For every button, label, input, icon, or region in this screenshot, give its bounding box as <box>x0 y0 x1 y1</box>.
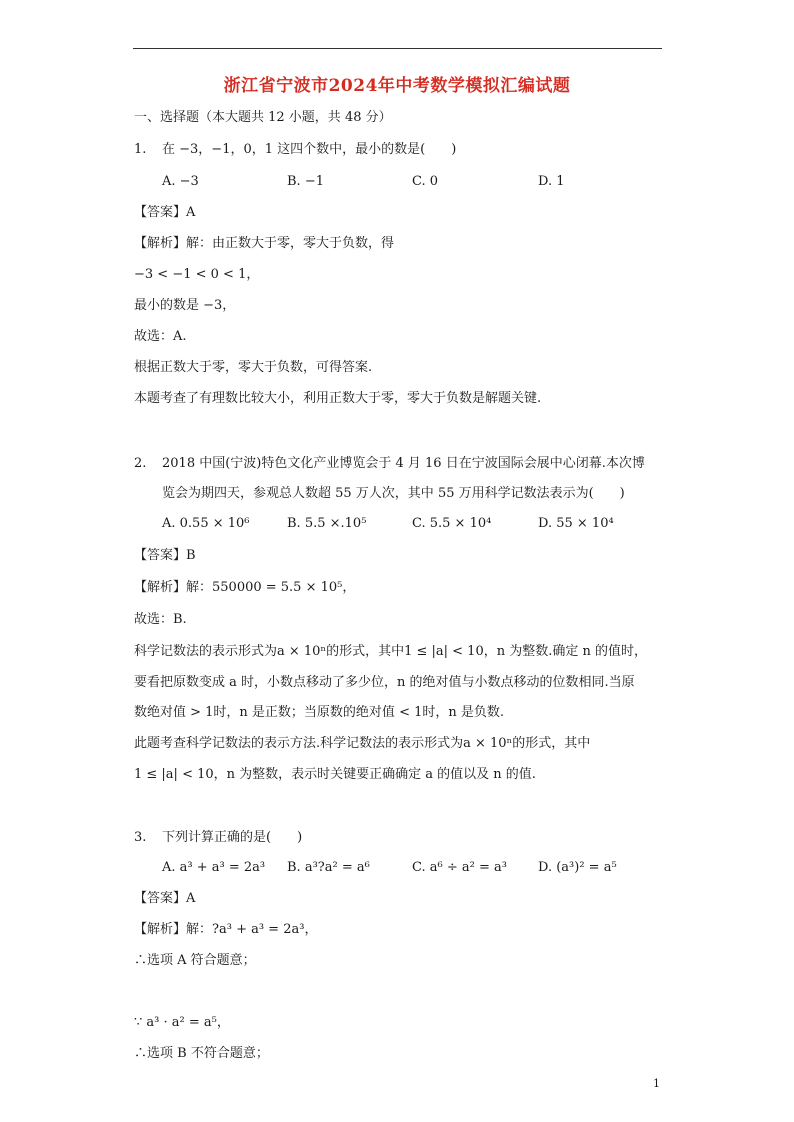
analysis-line: 科学记数法的表示形式为a × 10ⁿ的形式，其中1 ≤ |a| < 10，n 为整数.确定 n 的值时， <box>134 644 647 659</box>
question-stem: 在 −3，−1，0，1 这四个数中，最小的数是( ) <box>162 142 457 157</box>
analysis-line: 【解析】解：550000 = 5.5 × 10⁵， <box>134 580 356 595</box>
option-c: C. 5.5 × 10⁴ <box>412 516 492 531</box>
option-b: B. 5.5 ×.10⁵ <box>287 516 367 531</box>
analysis-line: 【解析】解：由正数大于零，零大于负数，得 <box>134 236 395 251</box>
page-number: 1 <box>653 1077 660 1090</box>
question-stem: 2018 中国(宁波)特色文化产业博览会于 4 月 16 日在宁波国际会展中心闭幕.本次博 <box>162 456 645 471</box>
option-b: B. a³?a² = a⁶ <box>287 860 370 875</box>
header-rule <box>133 48 662 49</box>
option-d: D. (a³)² = a⁵ <box>538 860 617 875</box>
analysis-line: ∵ a³ · a² = a⁵， <box>134 1015 230 1030</box>
option-a: A. 0.55 × 10⁶ <box>162 516 250 531</box>
analysis-line: 故选：A. <box>134 329 187 344</box>
analysis-line: 数绝对值 > 1时，n 是正数；当原数的绝对值 < 1时，n 是负数. <box>134 705 504 720</box>
analysis-line: 故选：B. <box>134 612 187 627</box>
analysis-line: 最小的数是 −3， <box>134 298 236 313</box>
analysis-line: 本题考查了有理数比较大小，利用正数大于零，零大于负数是解题关键. <box>134 391 542 406</box>
analysis-line: ∴选项 A 符合题意； <box>134 953 256 968</box>
document-title: 浙江省宁波市2024年中考数学模拟汇编试题 <box>223 76 571 96</box>
option-b: B. −1 <box>287 174 324 189</box>
option-a: A. a³ + a³ = 2a³ <box>162 860 266 875</box>
analysis-line: 1 ≤ |a| < 10，n 为整数，表示时关键要正确确定 a 的值以及 n 的值. <box>134 767 536 782</box>
question-number: 2. <box>134 456 147 471</box>
analysis-line: 此题考查科学记数法的表示方法.科学记数法的表示形式为a × 10ⁿ的形式，其中 <box>134 736 591 751</box>
analysis-line: 要看把原数变成 a 时，小数点移动了多少位，n 的绝对值与小数点移动的位数相同.当原 <box>134 675 635 690</box>
option-d: D. 1 <box>538 174 565 189</box>
option-c: C. a⁶ ÷ a² = a³ <box>412 860 507 875</box>
option-d: D. 55 × 10⁴ <box>538 516 614 531</box>
question-number: 1. <box>134 142 147 157</box>
option-a: A. −3 <box>162 174 199 189</box>
answer-line: 【答案】B <box>134 548 196 563</box>
analysis-line: 【解析】解：?a³ + a³ = 2a³， <box>134 922 318 937</box>
option-c: C. 0 <box>412 174 439 189</box>
analysis-line: ∴选项 B 不符合题意； <box>134 1046 269 1061</box>
analysis-line: 根据正数大于零，零大于负数，可得答案. <box>134 360 373 375</box>
answer-line: 【答案】A <box>134 205 196 220</box>
section-heading: 一、选择题（本大题共 12 小题，共 48 分） <box>134 110 392 125</box>
question-stem: 下列计算正确的是( ) <box>162 830 303 845</box>
question-stem: 览会为期四天，参观总人数超 55 万人次，其中 55 万用科学记数法表示为( ) <box>162 486 625 501</box>
question-number: 3. <box>134 830 147 845</box>
answer-line: 【答案】A <box>134 891 196 906</box>
analysis-line: −3 < −1 < 0 < 1， <box>134 267 260 282</box>
